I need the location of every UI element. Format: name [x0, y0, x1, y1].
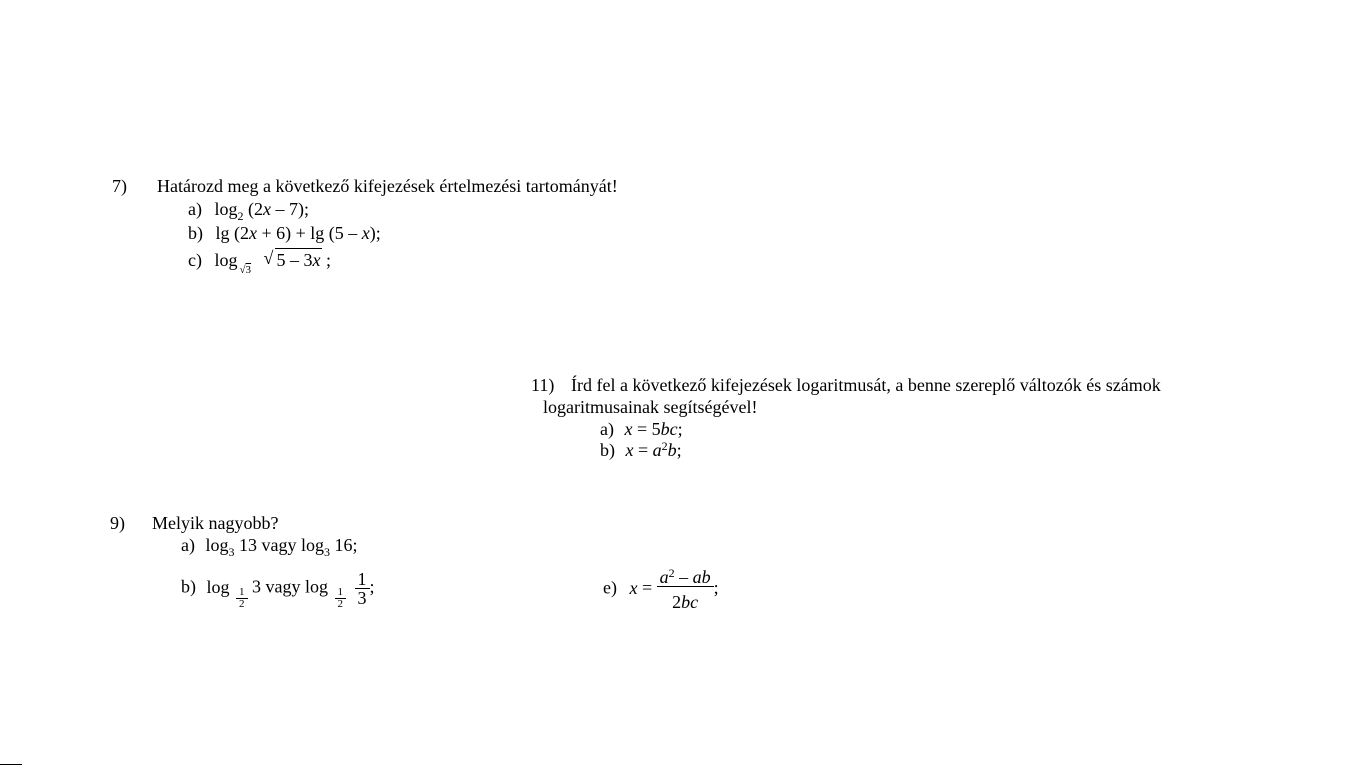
item-label: b) [181, 576, 196, 597]
equals: = 5 [632, 419, 661, 439]
log-base-fraction: $\frac{1}{2}$ [335, 587, 347, 610]
expr-mid: 3 vagy log [247, 576, 329, 597]
expr-open: (2 [243, 199, 263, 219]
problem-11e [603, 568, 719, 611]
var-x: x [624, 419, 633, 439]
log-base-fraction: $\frac{1}{2}$ [236, 587, 248, 610]
var-x: x [625, 440, 634, 460]
log-base: 3 [324, 545, 330, 559]
problem-11a [600, 420, 683, 438]
problem-11b [600, 441, 682, 459]
item-label: c) [188, 250, 202, 270]
fraction-numerator: $a^2$ – ab [657, 568, 714, 587]
fraction-denominator: 2bc [672, 592, 699, 612]
square-root: √ 5 – 3x [263, 248, 321, 270]
var-x: x [263, 199, 271, 219]
expr-part-3: ); [369, 223, 381, 243]
expr-close: – 7); [271, 199, 309, 219]
expr-tail: ; [676, 440, 682, 460]
var-x: x [361, 223, 370, 243]
var-x: x [312, 250, 321, 270]
log-text: log [206, 576, 230, 597]
item-label: b) [600, 440, 615, 460]
var-a: a [652, 440, 662, 460]
expr-tail: ; [677, 419, 683, 439]
rhs: bc [660, 419, 678, 439]
problem-11-title-line1: Írd fel a következő kifejezések logaritmusát, a benne szereplő változók és számok [571, 375, 1161, 395]
problem-9-number: 9) [110, 513, 125, 533]
problem-9-title: Melyik nagyobb? [152, 513, 279, 533]
var-x: x [249, 223, 257, 243]
expr-part-2: + 6) + lg (5 – [257, 223, 362, 243]
log-text: log [205, 535, 229, 555]
problem-7b [188, 224, 381, 242]
log-base-root: √3 [239, 264, 252, 276]
radicand: 5 – 3 [276, 250, 313, 270]
item-label: b) [188, 223, 203, 243]
expr-tail: ; [321, 250, 332, 270]
problem-9b [181, 569, 375, 610]
problem-7c [188, 248, 332, 276]
var-b: b [667, 440, 677, 460]
exponent: 2 [661, 439, 668, 453]
problem-11-number: 11) [531, 375, 555, 395]
problem-9a [181, 535, 358, 559]
log-text: log [214, 199, 238, 219]
fraction [657, 568, 714, 611]
problem-7-title: Határozd meg a következő kifejezések értelmezési tartományát! [157, 176, 618, 196]
problem-7a [188, 199, 309, 223]
log-text: log [214, 250, 238, 270]
expr-part-1: lg (2 [215, 223, 249, 243]
corner-divider [0, 764, 22, 765]
equals: = [637, 577, 657, 598]
var-x: x [629, 577, 638, 598]
log-base: 2 [237, 209, 244, 223]
expr-tail: ; [713, 577, 719, 598]
equals: = [633, 440, 653, 460]
item-label: e) [603, 577, 617, 598]
log-base: 3 [228, 545, 235, 559]
problem-11-title-line2: logaritmusainak segítségével! [543, 397, 758, 417]
expr-tail: ; [369, 576, 375, 597]
fraction: $\frac{1}{3}$ [355, 570, 370, 607]
expr-tail: 16; [330, 535, 358, 555]
expr-mid: 13 vagy log [234, 535, 324, 555]
item-label: a) [181, 535, 195, 555]
item-label: a) [188, 199, 202, 219]
problem-7-number: 7) [112, 176, 127, 196]
item-label: a) [600, 419, 614, 439]
